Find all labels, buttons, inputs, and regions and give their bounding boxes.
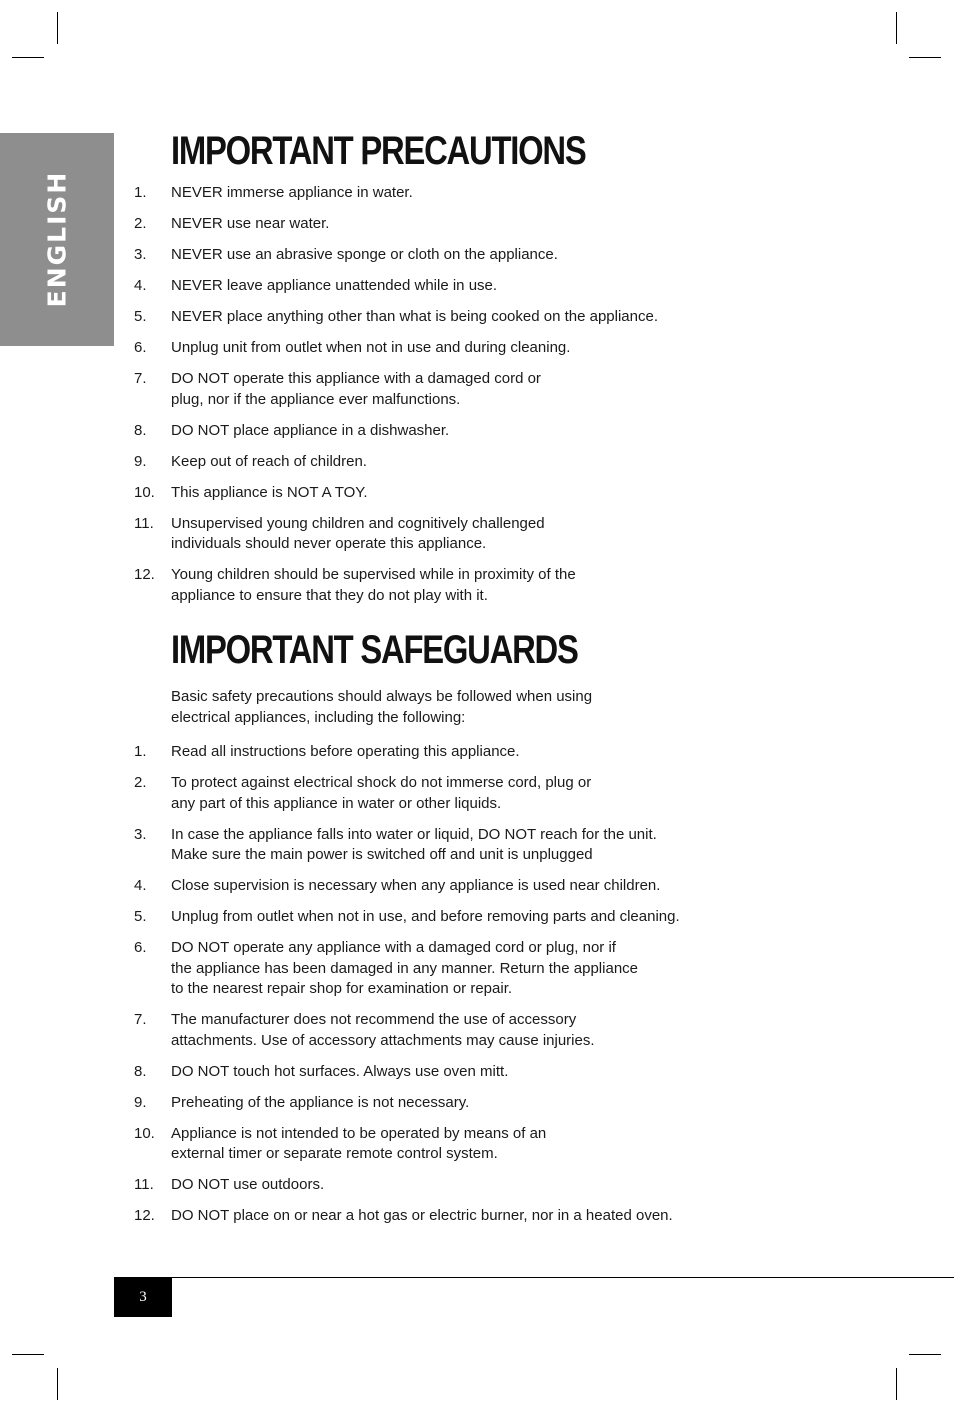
safeguards-item-number: 1. xyxy=(134,743,147,760)
crop-mark xyxy=(909,57,941,58)
precautions-item xyxy=(134,452,854,473)
crop-mark xyxy=(12,1354,44,1355)
safeguards-item-text: DO NOT use outdoors. xyxy=(171,1176,325,1193)
language-tab-label: ENGLISH xyxy=(42,170,72,308)
precautions-item-number: 4. xyxy=(134,277,147,294)
precautions-section xyxy=(134,128,854,606)
precautions-item-text: NEVER leave appliance unattended while in use. xyxy=(171,277,498,294)
precautions-item-number: 6. xyxy=(134,339,147,356)
safeguards-list xyxy=(134,742,854,1227)
precautions-item-text: NEVER immerse appliance in water. xyxy=(171,184,413,201)
crop-mark xyxy=(896,1368,897,1400)
safeguards-item-number: 5. xyxy=(134,908,147,925)
footer-rule xyxy=(114,1277,954,1278)
page-content xyxy=(134,128,854,1237)
precautions-item xyxy=(134,421,854,442)
safeguards-item-number: 3. xyxy=(134,825,147,843)
precautions-item xyxy=(134,245,854,266)
safeguards-title: IMPORTANT SAFEGUARDS xyxy=(171,628,578,672)
language-tab xyxy=(0,133,114,346)
safeguards-item-number: 9. xyxy=(134,1093,147,1111)
precautions-item xyxy=(134,483,854,504)
precautions-list xyxy=(134,183,854,606)
precautions-item xyxy=(134,565,854,606)
precautions-item xyxy=(134,183,854,204)
safeguards-item xyxy=(134,938,854,1000)
safeguards-item-text: Read all instructions before operating this appliance. xyxy=(171,743,520,760)
safeguards-item-text: Preheating of the appliance is not necessary. xyxy=(171,1093,470,1111)
safeguards-item-text: Unplug from outlet when not in use, and before removing parts and cleaning. xyxy=(171,908,680,925)
crop-mark xyxy=(57,1368,58,1400)
safeguards-item xyxy=(134,1206,854,1227)
safeguards-item-number: 4. xyxy=(134,877,147,894)
precautions-item-number: 8. xyxy=(134,421,147,439)
precautions-item-number: 3. xyxy=(134,246,147,263)
precautions-item-text: NEVER place anything other than what is being cooked on the appliance. xyxy=(171,308,658,325)
precautions-item-text: Young children should be supervised while in proximity of the appliance to ensure that they do not play with it. xyxy=(171,566,576,604)
precautions-item-number: 10. xyxy=(134,483,155,501)
precautions-item-number: 5. xyxy=(134,308,147,325)
crop-mark xyxy=(12,57,44,58)
precautions-item-number: 12. xyxy=(134,566,155,583)
precautions-item-text: NEVER use an abrasive sponge or cloth on the appliance. xyxy=(171,246,558,263)
precautions-title: IMPORTANT PRECAUTIONS xyxy=(171,129,586,173)
precautions-item xyxy=(134,276,854,297)
safeguards-item-text: Appliance is not intended to be operated by means of an external timer or separate remote control system. xyxy=(171,1124,547,1162)
safeguards-item xyxy=(134,907,854,928)
safeguards-item-text: DO NOT operate any appliance with a damaged cord or plug, nor if the appliance has been damaged in any manner. Return the appliance to the nearest repair shop for examination or repair. xyxy=(171,939,638,997)
precautions-item-number: 1. xyxy=(134,184,147,201)
safeguards-item xyxy=(134,1062,854,1083)
precautions-item-number: 7. xyxy=(134,370,147,387)
precautions-item-number: 9. xyxy=(134,452,147,470)
safeguards-item-text: The manufacturer does not recommend the use of accessory attachments. Use of accessory attachments may cause injuries. xyxy=(171,1011,595,1049)
safeguards-item-text: Close supervision is necessary when any appliance is used near children. xyxy=(171,877,661,894)
safeguards-item xyxy=(134,742,854,763)
precautions-item-text: DO NOT operate this appliance with a damaged cord or plug, nor if the appliance ever malfunctions. xyxy=(171,370,541,408)
safeguards-item-text: DO NOT touch hot surfaces. Always use oven mitt. xyxy=(171,1062,509,1080)
safeguards-item-number: 12. xyxy=(134,1207,155,1224)
safeguards-item xyxy=(134,1124,854,1165)
precautions-item xyxy=(134,214,854,235)
safeguards-item xyxy=(134,1010,854,1051)
precautions-item-text: Unsupervised young children and cognitively challenged individuals should never operate this appliance. xyxy=(171,514,545,552)
safeguards-item-text: In case the appliance falls into water or liquid, DO NOT reach for the unit. Make sure the main power is switched off and unit is unplugged xyxy=(171,825,657,863)
safeguards-item xyxy=(134,825,854,866)
page-number: 3 xyxy=(114,1278,172,1317)
safeguards-intro: Basic safety precautions should always be followed when using electrical appliances, including the following: xyxy=(171,688,593,726)
safeguards-item-text: DO NOT place on or near a hot gas or electric burner, nor in a heated oven. xyxy=(171,1207,673,1224)
safeguards-item-text: To protect against electrical shock do not immerse cord, plug or any part of this appliance in water or other liquids. xyxy=(171,774,592,812)
safeguards-section xyxy=(134,627,854,1227)
precautions-item-text: Keep out of reach of children. xyxy=(171,452,367,470)
safeguards-item-number: 11. xyxy=(134,1176,154,1193)
safeguards-item xyxy=(134,1093,854,1114)
safeguards-item-number: 7. xyxy=(134,1011,147,1028)
precautions-item xyxy=(134,338,854,359)
precautions-item xyxy=(134,307,854,328)
precautions-item-text: Unplug unit from outlet when not in use and during cleaning. xyxy=(171,339,571,356)
safeguards-item-number: 8. xyxy=(134,1062,147,1080)
crop-mark xyxy=(909,1354,941,1355)
precautions-item-text: DO NOT place appliance in a dishwasher. xyxy=(171,421,450,439)
safeguards-item xyxy=(134,1175,854,1196)
safeguards-item xyxy=(134,876,854,897)
precautions-item-text: This appliance is NOT A TOY. xyxy=(171,483,368,501)
precautions-item-number: 2. xyxy=(134,215,147,232)
safeguards-item xyxy=(134,773,854,814)
precautions-item xyxy=(134,369,854,410)
precautions-item-number: 11. xyxy=(134,514,154,532)
safeguards-item-number: 6. xyxy=(134,939,147,956)
safeguards-item-number: 10. xyxy=(134,1124,155,1142)
crop-mark xyxy=(896,12,897,44)
precautions-item-text: NEVER use near water. xyxy=(171,215,330,232)
precautions-item xyxy=(134,514,854,555)
crop-mark xyxy=(57,12,58,44)
safeguards-item-number: 2. xyxy=(134,774,147,791)
